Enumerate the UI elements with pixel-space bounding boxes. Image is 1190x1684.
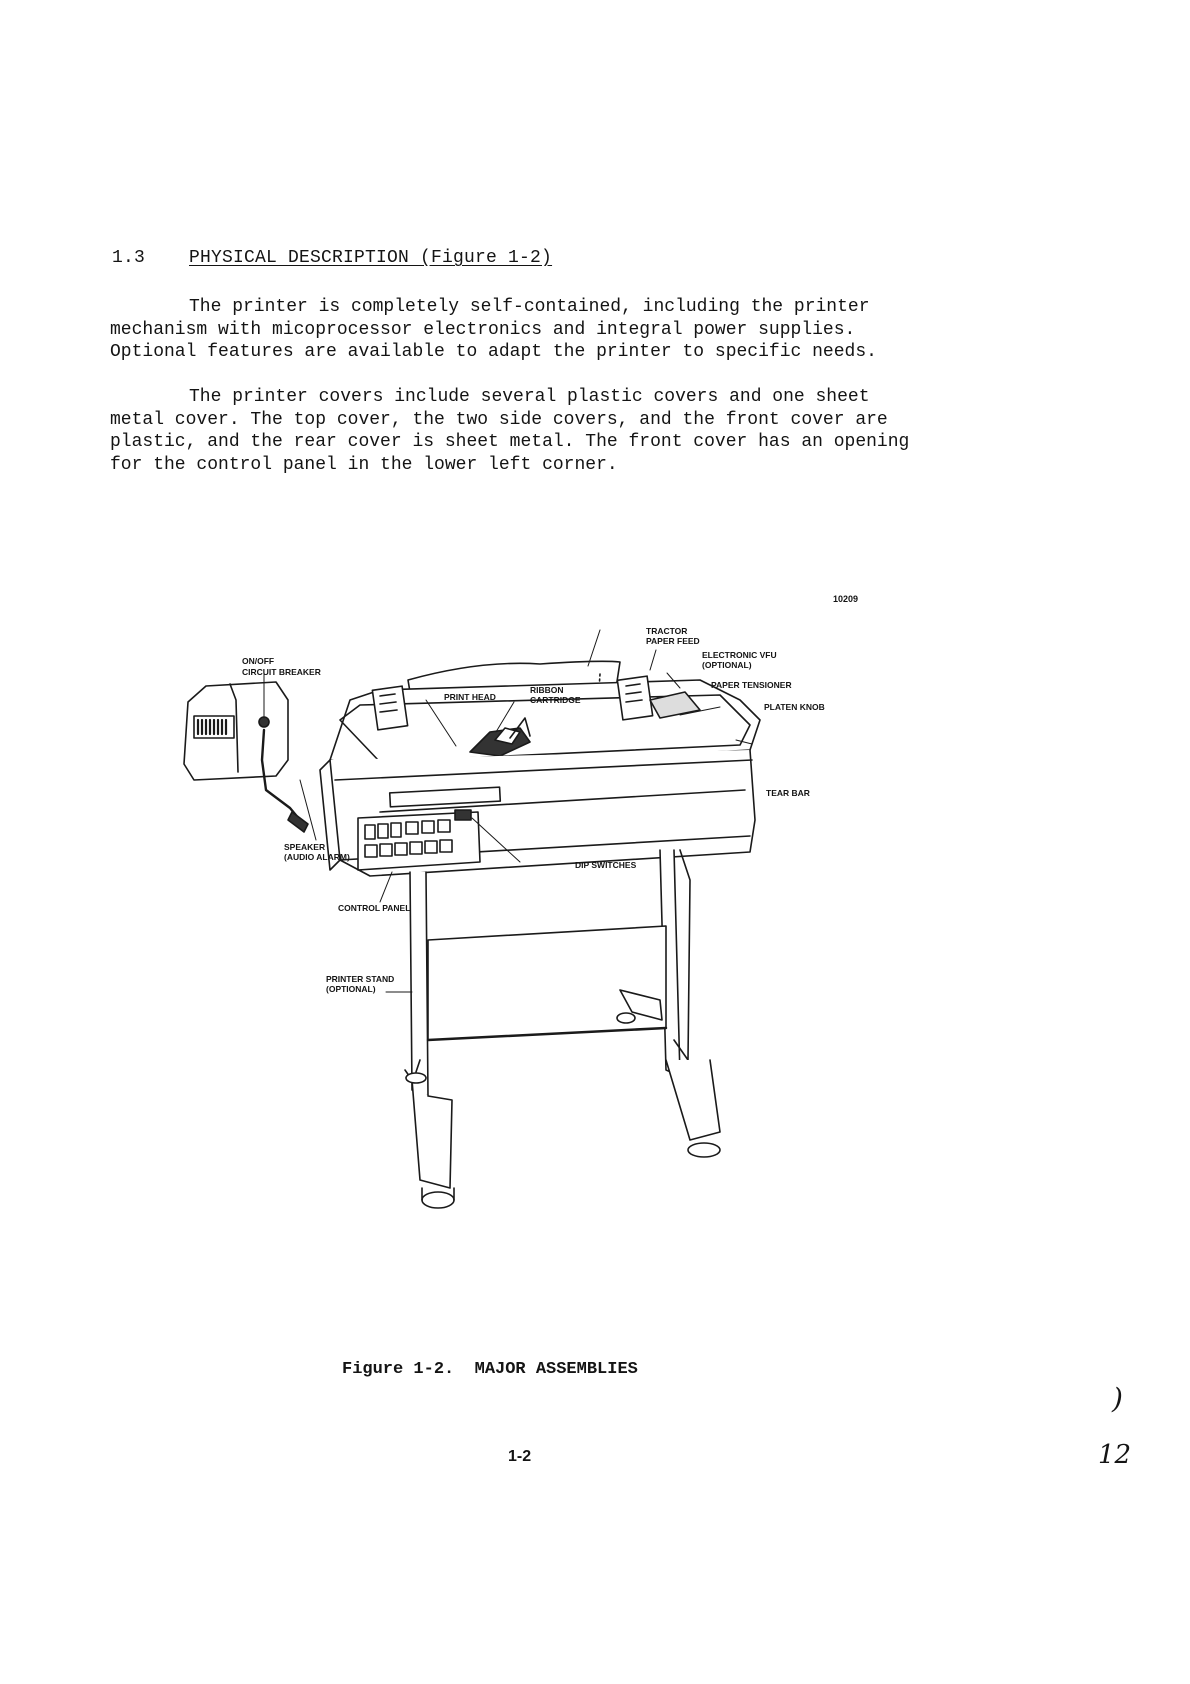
label-paper-tensioner: PAPER TENSIONER — [711, 680, 792, 690]
figure-id: 10209 — [833, 594, 859, 604]
paragraph-2-text: The printer covers include several plastic covers and one sheet metal cover. The top cover, the two side covers, and the front cover are plastic, and the rear cover is sheet metal. The front cover has an opening for the control panel in the lower left corner. — [110, 387, 910, 475]
handwritten-sheet-number: 12 — [1098, 1440, 1132, 1470]
label-print-head: PRINT HEAD — [444, 692, 496, 702]
handwritten-mark: ) — [1112, 1382, 1123, 1415]
section-heading — [112, 248, 552, 268]
paragraph-1-text: The printer is completely self-contained, including the printer mechanism with micoprocessor electronics and integral power supplies. Optional features are available to adapt the printer to specific needs. — [110, 297, 877, 362]
label-printer-stand: PRINTER STAND — [326, 974, 395, 984]
label-paper-feed: PAPER FEED — [646, 636, 700, 646]
label-vfu-optional: (OPTIONAL) — [702, 660, 752, 670]
page-number: 1-2 — [508, 1448, 532, 1465]
label-speaker: SPEAKER — [284, 842, 326, 852]
label-audio-alarm: (AUDIO ALARM) — [284, 852, 350, 862]
printer-drawing — [180, 626, 880, 1290]
label-stand-optional: (OPTIONAL) — [326, 984, 376, 994]
label-dip-switches: DIP SWITCHES — [575, 860, 637, 870]
paragraph-1 — [110, 296, 990, 364]
section-number: 1.3 — [112, 248, 146, 268]
label-ribbon: RIBBON — [530, 685, 564, 695]
label-on-off: ON/OFF — [242, 656, 275, 666]
paragraph-2 — [110, 386, 990, 476]
figure-caption: Figure 1-2. MAJOR ASSEMBLIES — [342, 1360, 638, 1379]
label-electronic-vfu: ELECTRONIC VFU — [702, 650, 777, 660]
label-tractor: TRACTOR — [646, 626, 688, 636]
section-title: PHYSICAL DESCRIPTION (Figure 1-2) — [189, 248, 553, 268]
label-control-panel: CONTROL PANEL — [338, 903, 411, 913]
label-platen-knob: PLATEN KNOB — [764, 702, 825, 712]
label-tear-bar: TEAR BAR — [766, 788, 810, 798]
label-cartridge: CARTRIDGE — [530, 695, 581, 705]
label-circuit-breaker: CIRCUIT BREAKER — [242, 667, 321, 677]
printer-illustration — [180, 626, 880, 1290]
